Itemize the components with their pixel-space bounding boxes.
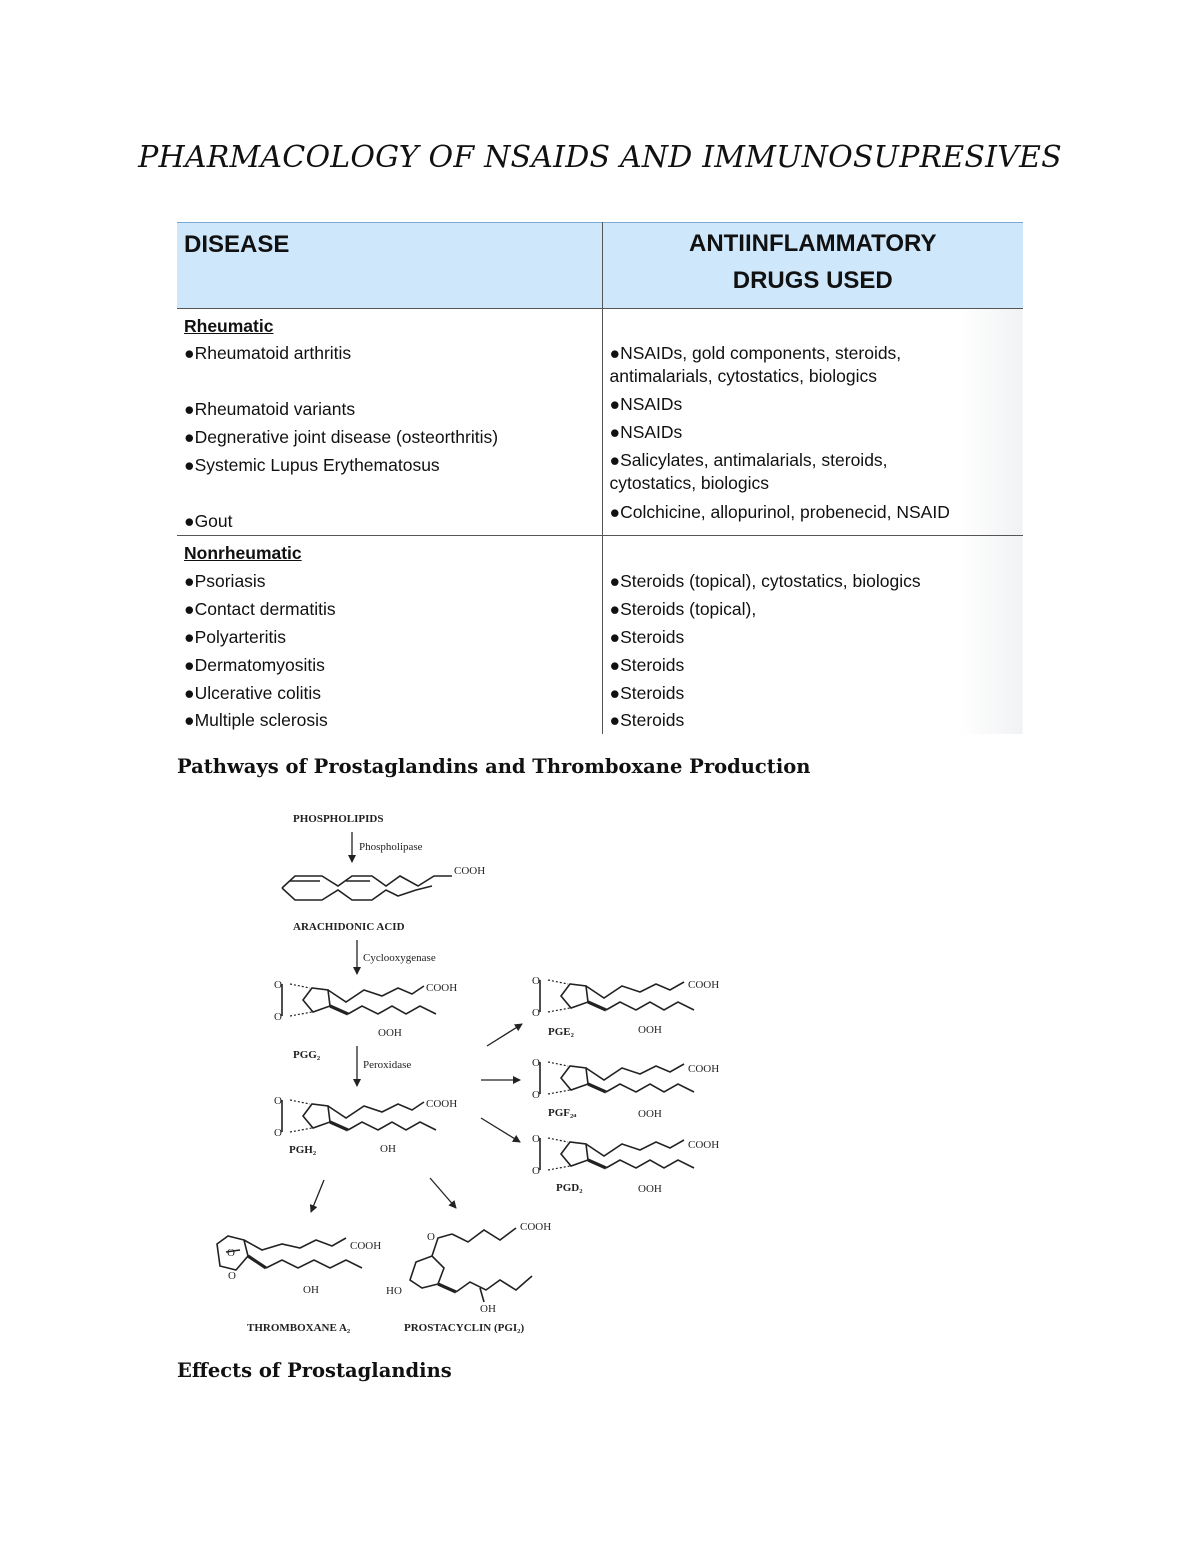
label-o-pgh2-top: O — [274, 1095, 282, 1107]
label-ooh-pge2: OOH — [638, 1024, 662, 1036]
label-ooh-pgd2: OOH — [638, 1183, 662, 1195]
list-item: ●Contact dermatitis — [184, 599, 336, 619]
arrow-to-pgd2 — [481, 1118, 520, 1142]
list-item: ●NSAIDs — [609, 394, 683, 414]
label-o-pgi2: O — [427, 1231, 435, 1243]
list-item: ●NSAIDs — [609, 422, 683, 442]
list-item: ●Colchicine, allopurinol, probenecid, NSAID — [609, 502, 950, 522]
document-title: PHARMACOLOGY OF NSAIDS AND IMMUNOSUPRESIVES — [138, 140, 1062, 175]
label-pge2: PGE₂ — [548, 1026, 574, 1038]
pathways-heading: Pathways of Prostaglandins and Thromboxane Production — [177, 755, 811, 778]
effects-heading: Effects of Prostaglandins — [177, 1359, 452, 1382]
label-cooh-pgh2: COOH — [426, 1098, 458, 1110]
label-o-pgd2-top: O — [532, 1133, 540, 1145]
list-item: ●Gout — [184, 511, 233, 531]
category-label-nonrheumatic: Nonrheumatic — [184, 543, 302, 563]
list-item: ●Psoriasis — [184, 571, 266, 591]
rheumatic-diseases-cell — [177, 309, 602, 536]
label-o-pge2-top: O — [532, 975, 540, 987]
arachidonic-acid-structure — [282, 876, 452, 900]
list-item: antimalarials, cytostatics, biologics — [609, 366, 877, 386]
list-item: ●Rheumatoid variants — [184, 399, 356, 419]
label-o-pgf2a-top: O — [532, 1057, 540, 1069]
list-item: ●Rheumatoid arthritis — [184, 343, 352, 363]
label-ho-pgi2: HO — [386, 1285, 402, 1297]
label-oh-pgh2: OH — [380, 1143, 396, 1155]
arrow-to-pge2 — [487, 1024, 522, 1046]
list-item: ●Steroids — [609, 627, 685, 647]
arrow-to-thromboxane — [311, 1180, 324, 1212]
label-cooh-txa: COOH — [350, 1240, 382, 1252]
label-cooh-aa: COOH — [454, 865, 486, 877]
label-phospholipids: PHOSPHOLIPIDS — [293, 813, 384, 825]
label-o-txa-top: O — [227, 1247, 235, 1259]
label-oh-pgi2: OH — [480, 1303, 496, 1315]
list-item: ●Steroids (topical), — [609, 599, 757, 619]
list-item: ●Polyarteritis — [184, 627, 286, 647]
pgg2-structure — [282, 984, 436, 1016]
list-item: ●Ulcerative colitis — [184, 683, 321, 703]
label-pgh2: PGH₂ — [289, 1144, 317, 1156]
label-arachidonic-acid: ARACHIDONIC ACID — [293, 921, 405, 933]
nonrheumatic-drugs-cell — [602, 536, 1023, 735]
list-item: ●Multiple sclerosis — [184, 710, 328, 730]
rheumatic-drugs-cell — [602, 309, 1023, 536]
label-o-pgf2a-bottom: O — [532, 1089, 540, 1101]
label-o-pgg2-top: O — [274, 979, 282, 991]
label-cooh-pgi2: COOH — [520, 1221, 552, 1233]
label-pgg2: PGG₂ — [293, 1049, 321, 1061]
header-disease: DISEASE — [177, 223, 602, 309]
label-peroxidase: Peroxidase — [363, 1059, 412, 1071]
label-o-pgd2-bottom: O — [532, 1165, 540, 1177]
label-o-pgh2-bottom: O — [274, 1127, 282, 1139]
label-thromboxane: THROMBOXANE A₂ — [247, 1322, 351, 1334]
label-pgf2a: PGF₂ₐ — [548, 1107, 577, 1119]
arrow-to-prostacyclin — [430, 1178, 456, 1208]
label-oh-txa: OH — [303, 1284, 319, 1296]
label-o-txa-bottom: O — [228, 1270, 236, 1282]
thromboxane-structure — [217, 1236, 362, 1270]
list-item: ●Steroids — [609, 683, 685, 703]
label-pgd2: PGD₂ — [556, 1182, 583, 1194]
list-item: ●Systemic Lupus Erythematosus — [184, 455, 440, 475]
pge2-structure — [540, 980, 694, 1012]
label-ooh-pgg2: OOH — [378, 1027, 402, 1039]
pgd2-structure — [540, 1138, 694, 1170]
header-drugs-line1: ANTIINFLAMMATORY — [688, 230, 937, 257]
label-cyclooxygenase: Cyclooxygenase — [363, 952, 436, 964]
header-drugs — [602, 223, 1023, 309]
list-item: ●Dermatomyositis — [184, 655, 325, 675]
list-item: ●Steroids — [609, 655, 685, 675]
list-item: cytostatics, biologics — [609, 473, 770, 493]
list-item: ●NSAIDs, gold components, steroids, — [609, 343, 902, 363]
label-cooh-pgg2: COOH — [426, 982, 458, 994]
category-label-rheumatic: Rheumatic — [184, 316, 274, 336]
label-cooh-pgf2a: COOH — [688, 1063, 720, 1075]
list-item: ●Salicylates, antimalarials, steroids, — [609, 450, 888, 470]
label-cooh-pgd2: COOH — [688, 1139, 720, 1151]
list-item: ●Steroids (topical), cytostatics, biologics — [609, 571, 921, 591]
prostacyclin-structure — [410, 1228, 532, 1302]
nonrheumatic-diseases-cell — [177, 536, 602, 735]
label-cooh-pge2: COOH — [688, 979, 720, 991]
list-item: ●Degnerative joint disease (osteorthritis) — [184, 427, 499, 447]
label-o-pge2-bottom: O — [532, 1007, 540, 1019]
label-ooh-pgf2a: OOH — [638, 1108, 662, 1120]
table-header-row — [177, 223, 1023, 309]
list-item: ●Steroids — [609, 710, 685, 730]
label-o-pgg2-bottom: O — [274, 1011, 282, 1023]
label-phospholipase: Phospholipase — [359, 841, 423, 853]
label-prostacyclin: PROSTACYCLIN (PGI₂) — [404, 1322, 525, 1334]
table-row-nonrheumatic — [177, 536, 1023, 735]
pgh2-structure — [282, 1100, 436, 1132]
header-drugs-line2: DRUGS USED — [732, 267, 893, 294]
pgf2a-structure — [540, 1062, 694, 1094]
table-row-rheumatic — [177, 309, 1023, 536]
disease-drug-table — [177, 222, 1023, 734]
